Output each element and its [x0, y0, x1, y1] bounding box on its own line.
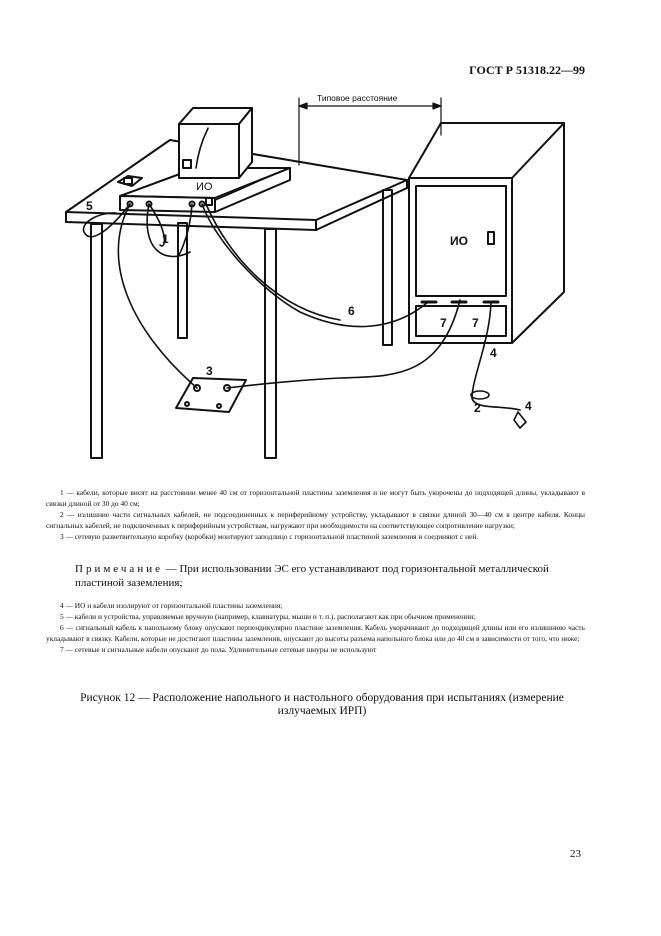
- primechanie-label: Примечание: [75, 563, 163, 575]
- primechanie: [75, 563, 585, 590]
- page-number: 23: [570, 848, 581, 860]
- notes-top: [46, 487, 585, 542]
- note-3: 3 — сетевую разветвительную коробку (коробки) монтируют заподлицо с горизонтальной пластиной заземления и соединяют с ней.: [60, 532, 479, 541]
- callout-6: 6: [348, 304, 355, 318]
- floor-eut-label: ИО: [450, 234, 468, 248]
- note-1: 1 — кабели, которые висят на расстоянии менее 40 см от горизонтальной пластины заземления и не могут быть укорочены до подходящей длины, укладывают в связки длиной от 30 до 40 см;: [46, 488, 585, 508]
- note-2: 2 — излишние части сигнальных кабелей, не подсоединенных к периферийному устройству, укладывают в связки длиной 30—40 см в центре кабеля. Концы сигнальных кабелей, не подключенных к периферийным устройствам, нагружают при необходимости на соответствующее сопротивление нагрузки;: [46, 510, 585, 530]
- callout-2: 2: [474, 401, 481, 415]
- callout-7b: 7: [472, 316, 479, 330]
- note-5: 5 — кабели и устройства, управляемые вручную (например, клавиатуры, мыши и т. п.), располагают как при обычном применении;: [60, 612, 476, 621]
- dimension-label: Типовое расстояние: [317, 93, 398, 103]
- callout-1: 1: [162, 232, 169, 246]
- floor-eut-cabinet: [409, 123, 564, 343]
- note-6: 6 — сигнальный кабель к напольному блоку опускают перпендикулярно пластине заземления. Кабель укорачивают до подходящей длины или его излишнюю часть укладывают в связку. Кабели, которые не достигают пластины заземления, опускают до высоты разъема напольного блока или до 40 см в зависимости от того, что ниже;: [46, 623, 585, 643]
- tabletop-eut-label: ИО: [196, 181, 213, 193]
- callout-4a: 4: [490, 346, 497, 360]
- notes-bottom: [46, 600, 585, 655]
- primechanie-text: — При использовании ЭС его устанавливают под горизонтальной металлической пластиной заземления;: [75, 563, 549, 589]
- callout-7a: 7: [440, 316, 447, 330]
- callout-4b: 4: [525, 399, 532, 413]
- figure-caption: Рисунок 12 — Расположение напольного и настольного оборудования при испытаниях (измерение излучаемых ИРП): [80, 692, 564, 717]
- document-standard-header: ГОСТ Р 51318.22—99: [469, 63, 585, 77]
- note-4: 4 — ИО и кабели изолируют от горизонтальной пластины заземления;: [60, 601, 283, 610]
- typical-distance-dimension: [299, 98, 441, 165]
- note-7: 7 — сетевые и сигнальные кабели опускают до пола. Удлинительные сетевые шнуры не используют: [60, 645, 377, 654]
- power-junction-box: [176, 378, 246, 412]
- callout-3: 3: [206, 364, 213, 378]
- callout-5: 5: [86, 199, 93, 213]
